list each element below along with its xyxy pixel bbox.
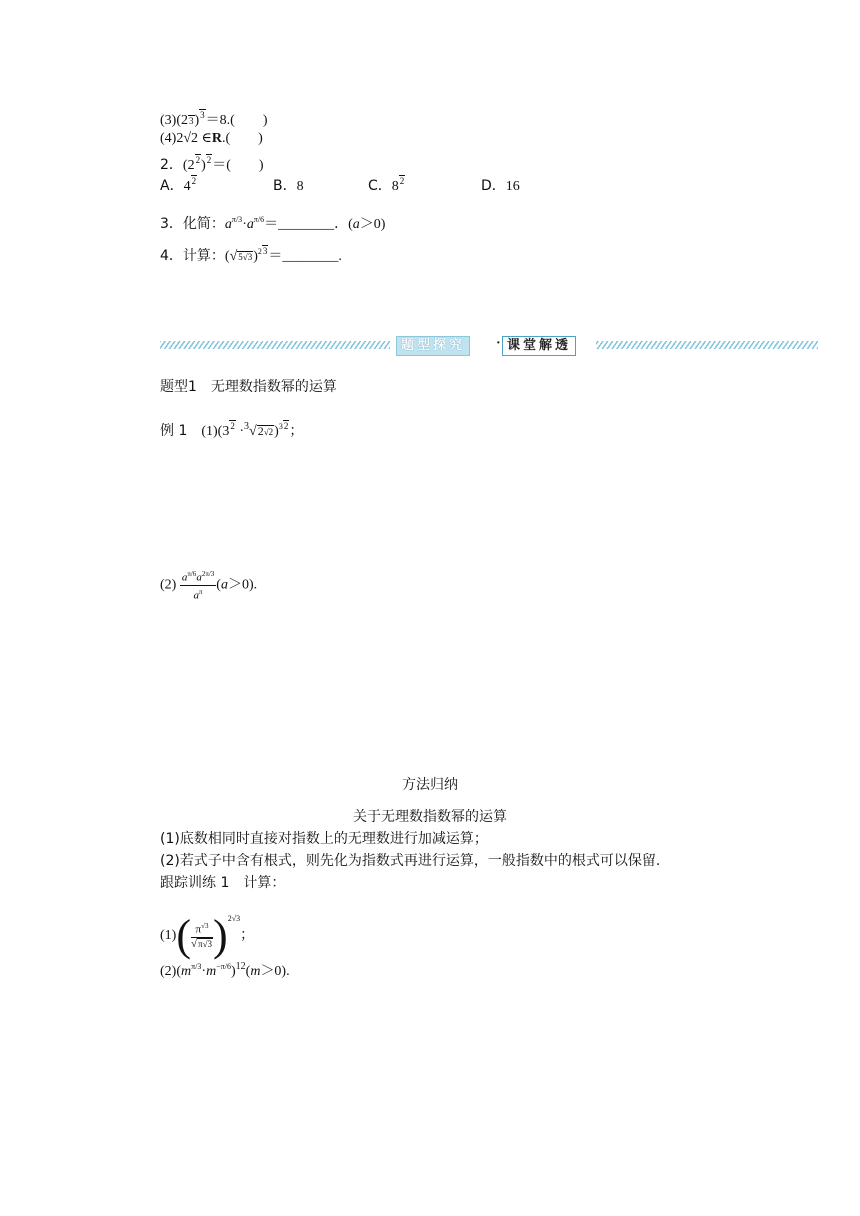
method-point-1: (1)底数相同时直接对指数上的无理数进行加减运算； — [160, 831, 488, 847]
statement-4: (4)2√2 ∈R.( ) — [160, 131, 263, 146]
practice-2: $(2)(m^{\pi/3}\cdot m^{-\pi/6})^{12}(m>0)$. — [160, 961, 290, 979]
example-1-part-1: 例 1 $(1)(3^2 \cdot^3√2√2)^{32}$； — [160, 421, 304, 439]
method-heading: 方法归纳 — [402, 777, 458, 793]
method-subheading: 关于无理数指数幂的运算 — [353, 809, 507, 825]
method-point-2: (2)若式子中含有根式，则先化为指数式再进行运算，一般指数中的根式可以保留. — [160, 853, 661, 869]
banner-tag-left: 题型探究 — [396, 336, 470, 356]
section-banner — [160, 336, 818, 354]
option-d[interactable]: D．16 — [481, 178, 520, 194]
option-b[interactable]: B．8 — [273, 178, 304, 194]
example-1-label: 例 1 — [160, 423, 188, 439]
example-1-part-2: (2) $\frac{a^{\pi/6}a^{2\pi/3}}{a^\pi}$ (a＞0). — [160, 570, 258, 602]
banner-hatch-left — [160, 341, 390, 349]
banner-dot: · — [496, 336, 501, 351]
statement-3: $(3)(23)^3=8$.( ) — [160, 110, 268, 128]
type1-title: 题型1 无理数指数幂的运算 — [160, 379, 337, 395]
practice-1: (1)( $\frac{\pi^{√3}}{√\pi√3}$ )$^{2√3}$； — [160, 910, 255, 960]
banner-hatch-right — [596, 341, 818, 349]
question-3: 3．化简：$a^{\pi/3}\cdot a^{\pi/6}=\_\_\_\_\_\_\_\_$．(a＞0) — [160, 215, 386, 232]
practice-title: 跟踪训练 1 计算： — [160, 875, 286, 891]
option-a[interactable]: A．$4^2$ — [160, 176, 197, 194]
option-c[interactable]: C．$8^2$ — [368, 176, 405, 194]
question-4: 4．计算：$(√5√3)^{23}=\_\_\_\_\_\_\_\_$. — [160, 246, 342, 264]
banner-tag-right: 课堂解透 — [502, 336, 576, 356]
question-2: 2．$(2^2)^2=$( ) — [160, 155, 264, 173]
